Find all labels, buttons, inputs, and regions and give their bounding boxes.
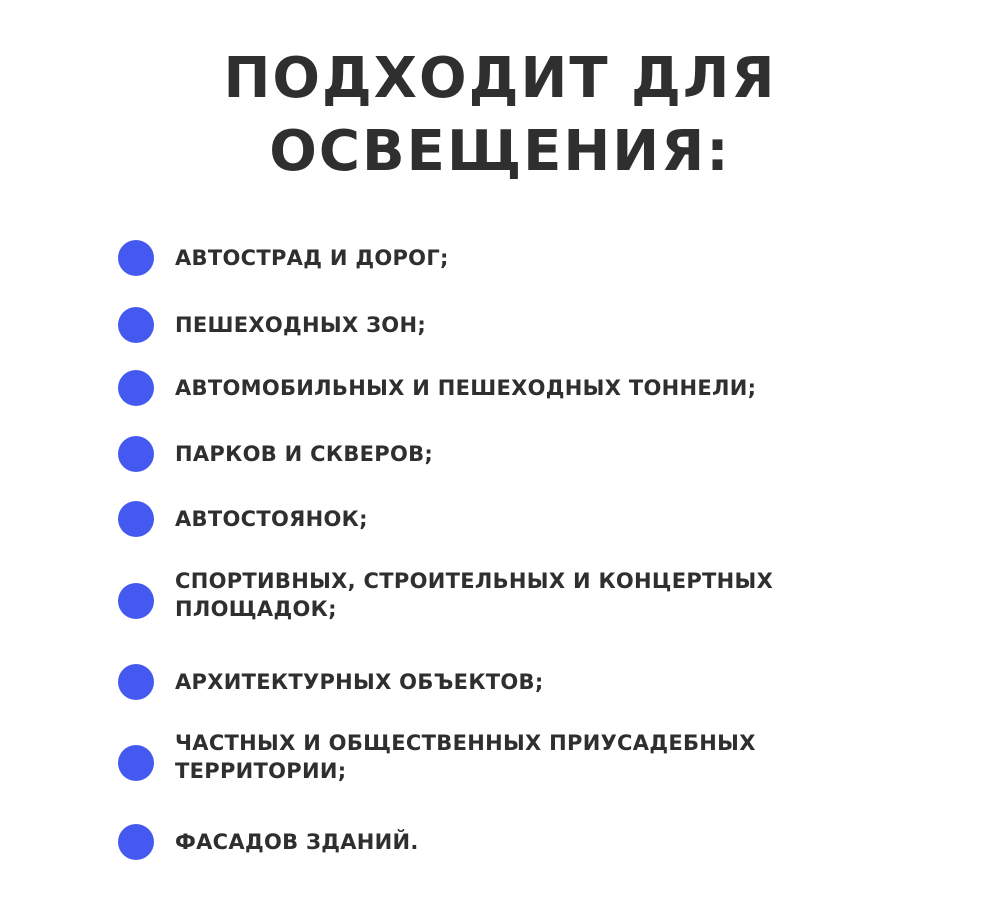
bullet-dot-icon [118,501,154,537]
bullet-dot-icon [118,745,154,781]
bullet-dot-icon [118,307,154,343]
page-title-line-2: ОСВЕЩЕНИЯ: [269,119,731,184]
list-item-text [175,311,895,339]
list-item-line: АВТОМОБИЛЬНЫХ И ПЕШЕХОДНЫХ ТОННЕЛИ; [175,376,757,400]
list-item-text [175,729,895,785]
bullet-dot-icon [118,240,154,276]
bullet-dot-icon [118,824,154,860]
page-title-line-1: ПОДХОДИТ ДЛЯ [223,46,777,111]
list-item-line: ПЕШЕХОДНЫХ ЗОН; [175,313,427,337]
list-item-line: АРХИТЕКТУРНЫХ ОБЪЕКТОВ; [175,670,544,694]
list-item-line: СПОРТИВНЫХ, СТРОИТЕЛЬНЫХ И КОНЦЕРТНЫХ [175,569,774,593]
bullet-dot-icon [118,664,154,700]
list-item-text [175,505,895,533]
bullet-dot-icon [118,583,154,619]
list-item-line: ФАСАДОВ ЗДАНИЙ. [175,830,419,854]
list-item-text [175,828,895,856]
list-item-text [175,374,895,402]
list-item-line: ПЛОЩАДОК; [175,597,337,621]
list-item-line: ЧАСТНЫХ И ОБЩЕСТВЕННЫХ ПРИУСАДЕБНЫХ [175,731,756,755]
list-item-line: АВТОСТОЯНОК; [175,507,368,531]
list-item-text [175,668,895,696]
list-item-text [175,440,895,468]
bullet-dot-icon [118,436,154,472]
list-item-line: ПАРКОВ И СКВЕРОВ; [175,442,434,466]
list-item-text [175,567,895,623]
bullet-dot-icon [118,370,154,406]
list-item-line: ТЕРРИТОРИИ; [175,759,347,783]
list-item-text [175,244,895,272]
list-item-line: АВТОСТРАД И ДОРОГ; [175,246,449,270]
